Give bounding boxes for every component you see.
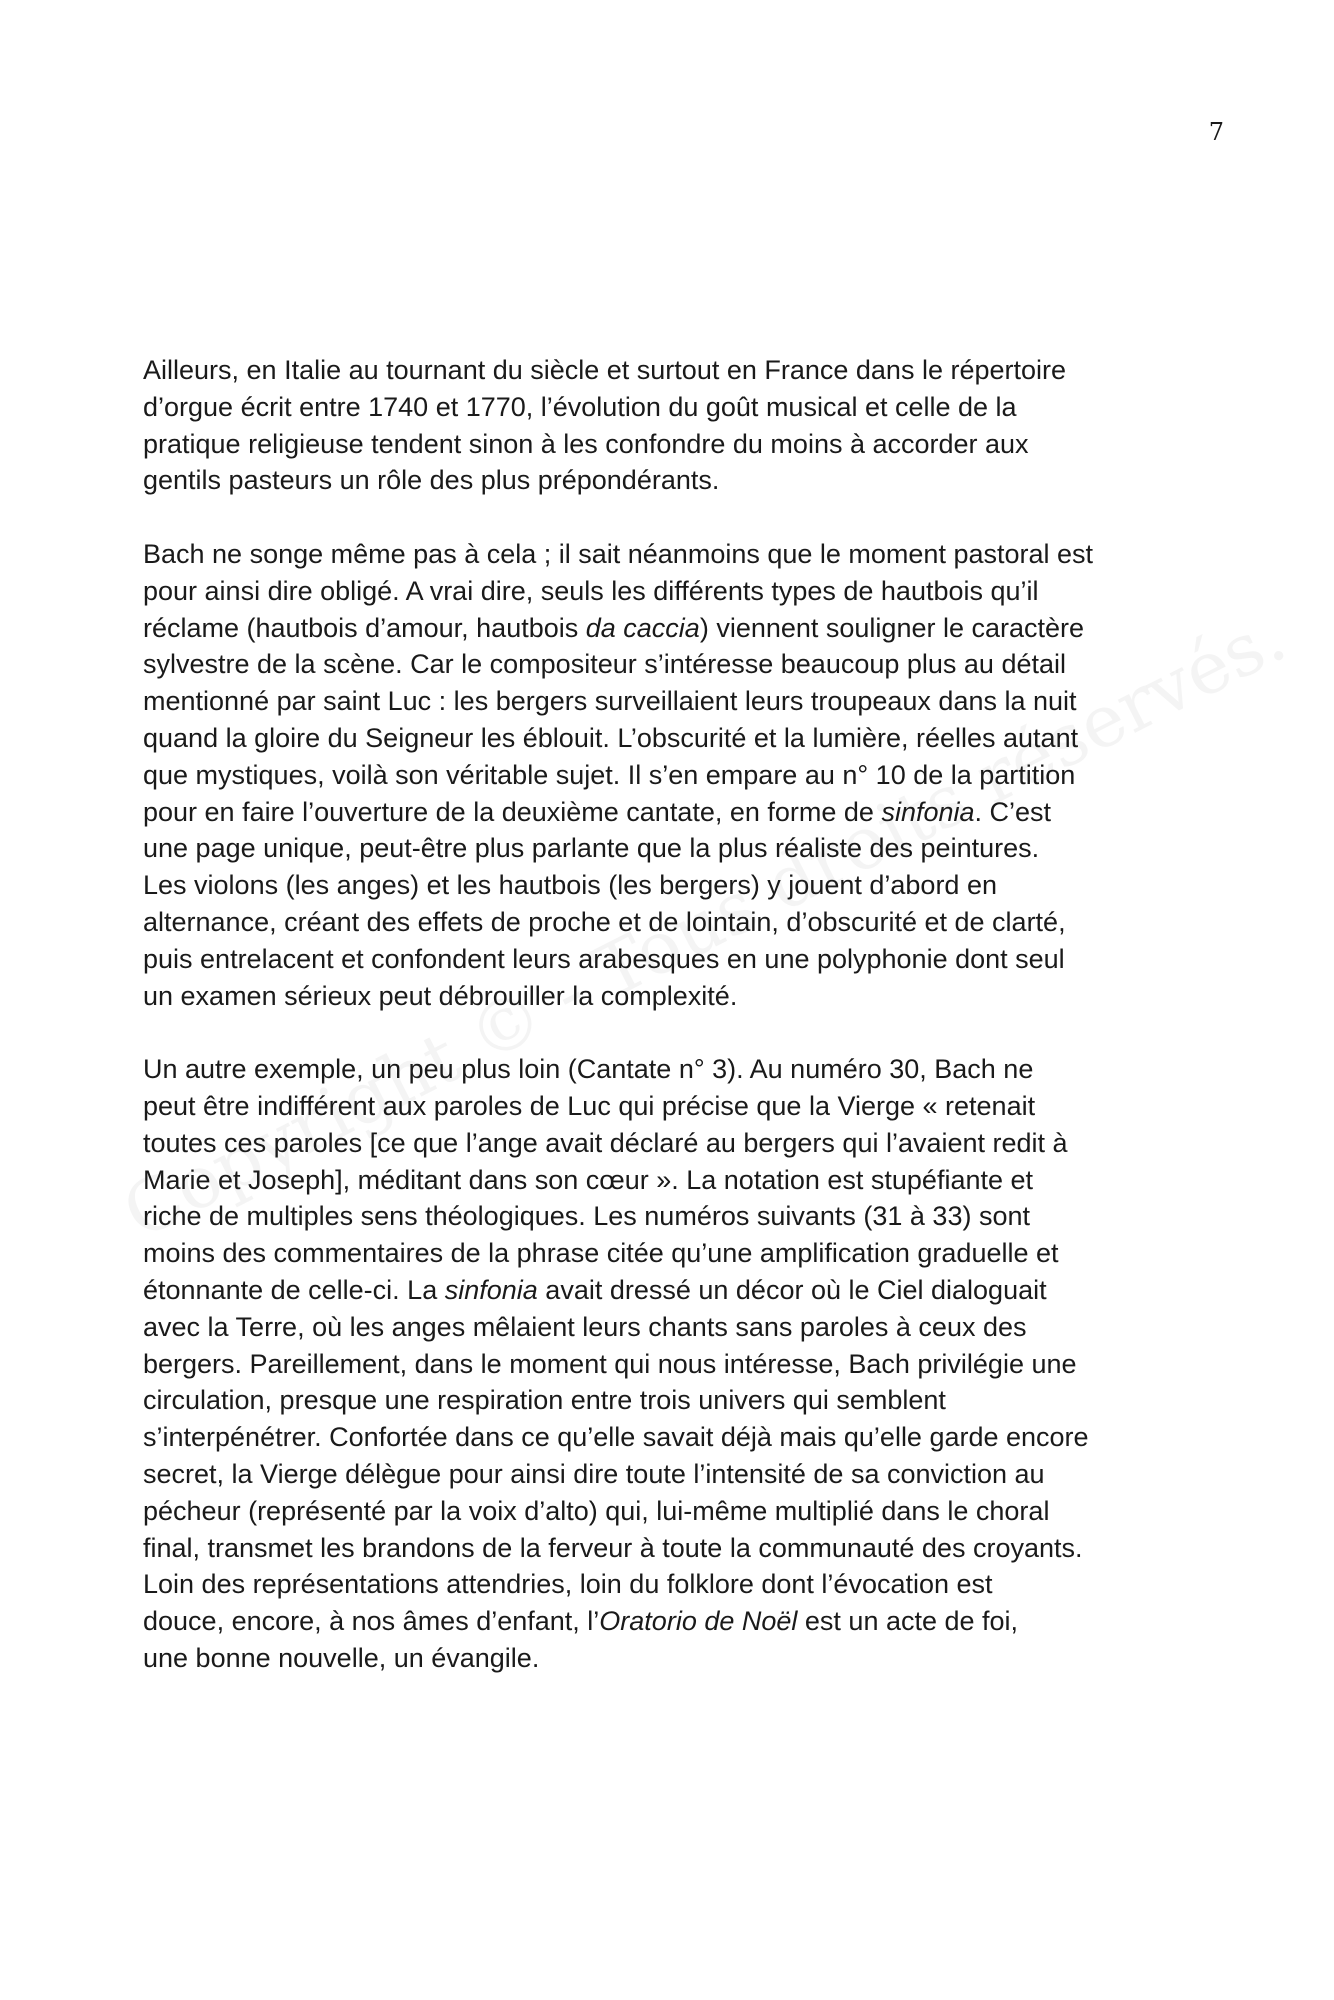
text-line [143, 1382, 1203, 1419]
text-line [143, 941, 1203, 978]
text-run: une page unique, peut-être plus parlante que la plus réaliste des peintures. [143, 833, 1040, 864]
body-text [143, 352, 1203, 1713]
text-run: réclame (hautbois d’amour, hautbois [143, 612, 586, 643]
text-run: final, transmet les brandons de la ferveur à toute la communauté des croyants. [143, 1532, 1083, 1563]
text-line [143, 830, 1203, 867]
text-line [143, 610, 1203, 647]
text-run: circulation, presque une respiration entre trois univers qui semblent [143, 1385, 946, 1416]
text-run: s’interpénétrer. Confortée dans ce qu’elle savait déjà mais qu’elle garde encore [143, 1422, 1089, 1453]
text-line [143, 1051, 1203, 1088]
text-line [143, 1309, 1203, 1346]
text-run: un examen sérieux peut débrouiller la complexité. [143, 980, 738, 1011]
text-line [143, 867, 1203, 904]
text-line [143, 536, 1203, 573]
text-run: . C’est [974, 796, 1052, 827]
text-run: Marie et Joseph], méditant dans son cœur ». La notation est stupéfiante et [143, 1164, 1034, 1195]
text-line [143, 1198, 1203, 1235]
text-run: Les violons (les anges) et les hautbois (les bergers) y jouent d’abord en [143, 870, 997, 901]
text-line [143, 1088, 1203, 1125]
text-line [143, 1419, 1203, 1456]
text-line [143, 720, 1203, 757]
text-run: Bach ne songe même pas à cela ; il sait néanmoins que le moment pastoral est [143, 538, 1094, 569]
text-run: ) viennent souligner le caractère [699, 612, 1085, 643]
text-run: peut être indifférent aux paroles de Luc qui précise que la Vierge « retenait [143, 1090, 1036, 1121]
italic-text: sinfonia [444, 1274, 538, 1305]
text-line [143, 1566, 1203, 1603]
text-line [143, 1603, 1203, 1640]
paragraph [143, 536, 1203, 1014]
text-run: gentils pasteurs un rôle des plus prépondérants. [143, 465, 720, 496]
text-line [143, 1530, 1203, 1567]
italic-text: sinfonia [881, 796, 975, 827]
text-line [143, 646, 1203, 683]
text-run: quand la gloire du Seigneur les éblouit. L’obscurité et la lumière, réelles autant [143, 722, 1079, 753]
text-run: pécheur (représenté par la voix d’alto) qui, lui-même multiplié dans le choral [143, 1495, 1050, 1526]
text-run: riche de multiples sens théologiques. Les numéros suivants (31 à 33) sont [143, 1201, 1030, 1232]
text-line [143, 794, 1203, 831]
paragraph [143, 1051, 1203, 1677]
italic-text: da caccia [585, 612, 700, 643]
text-run: mentionné par saint Luc : les bergers surveillaient leurs troupeaux dans la nuit [143, 686, 1077, 717]
text-run: pour ainsi dire obligé. A vrai dire, seuls les différents types de hautbois qu’il [143, 575, 1039, 606]
paragraph [143, 352, 1203, 499]
text-run: que mystiques, voilà son véritable sujet. Il s’en empare au n° 10 de la partition [143, 759, 1076, 790]
text-run: d’orgue écrit entre 1740 et 1770, l’évolution du goût musical et celle de la [143, 391, 1017, 422]
text-line [143, 1125, 1203, 1162]
text-run: douce, encore, à nos âmes d’enfant, l’ [143, 1606, 600, 1637]
text-line [143, 462, 1203, 499]
text-line [143, 978, 1203, 1015]
text-run: étonnante de celle-ci. La [143, 1274, 445, 1305]
text-run: secret, la Vierge délègue pour ainsi dire toute l’intensité de sa conviction au [143, 1458, 1045, 1489]
text-run: Ailleurs, en Italie au tournant du siècle et surtout en France dans le répertoire [143, 355, 1067, 385]
text-line [143, 1162, 1203, 1199]
text-run: pratique religieuse tendent sinon à les confondre du moins à accorder aux [143, 428, 1029, 459]
text-line [143, 426, 1203, 463]
text-run: Un autre exemple, un peu plus loin (Cantate n° 3). Au numéro 30, Bach ne [143, 1054, 1034, 1085]
text-line [143, 757, 1203, 794]
text-line [143, 1272, 1203, 1309]
text-line [143, 904, 1203, 941]
text-line [143, 1346, 1203, 1383]
text-run: avec la Terre, où les anges mêlaient leurs chants sans paroles à ceux des [143, 1311, 1027, 1342]
text-line [143, 1235, 1203, 1272]
text-run: est un acte de foi, [797, 1606, 1019, 1637]
text-run: alternance, créant des effets de proche et de lointain, d’obscurité et de clarté, [143, 906, 1066, 937]
text-line [143, 1493, 1203, 1530]
text-run: Loin des représentations attendries, loin du folklore dont l’évocation est [143, 1569, 993, 1600]
text-line [143, 352, 1203, 389]
text-line [143, 573, 1203, 610]
text-run: avait dressé un décor où le Ciel dialoguait [537, 1274, 1047, 1305]
text-line [143, 389, 1203, 426]
text-line [143, 683, 1203, 720]
text-line [143, 1640, 1203, 1677]
text-run: toutes ces paroles [ce que l’ange avait déclaré au bergers qui l’avaient redit à [143, 1127, 1068, 1158]
text-run: pour en faire l’ouverture de la deuxième cantate, en forme de [143, 796, 882, 827]
text-run: une bonne nouvelle, un évangile. [143, 1642, 540, 1673]
text-run: bergers. Pareillement, dans le moment qui nous intéresse, Bach privilégie une [143, 1348, 1077, 1379]
italic-text: Oratorio de Noël [599, 1606, 798, 1637]
text-line [143, 1456, 1203, 1493]
page-number: 7 [1208, 118, 1224, 146]
text-run: puis entrelacent et confondent leurs arabesques en une polyphonie dont seul [143, 943, 1065, 974]
text-run: moins des commentaires de la phrase citée qu’une amplification graduelle et [143, 1238, 1059, 1269]
text-run: sylvestre de la scène. Car le compositeur s’intéresse beaucoup plus au détail [143, 649, 1066, 680]
